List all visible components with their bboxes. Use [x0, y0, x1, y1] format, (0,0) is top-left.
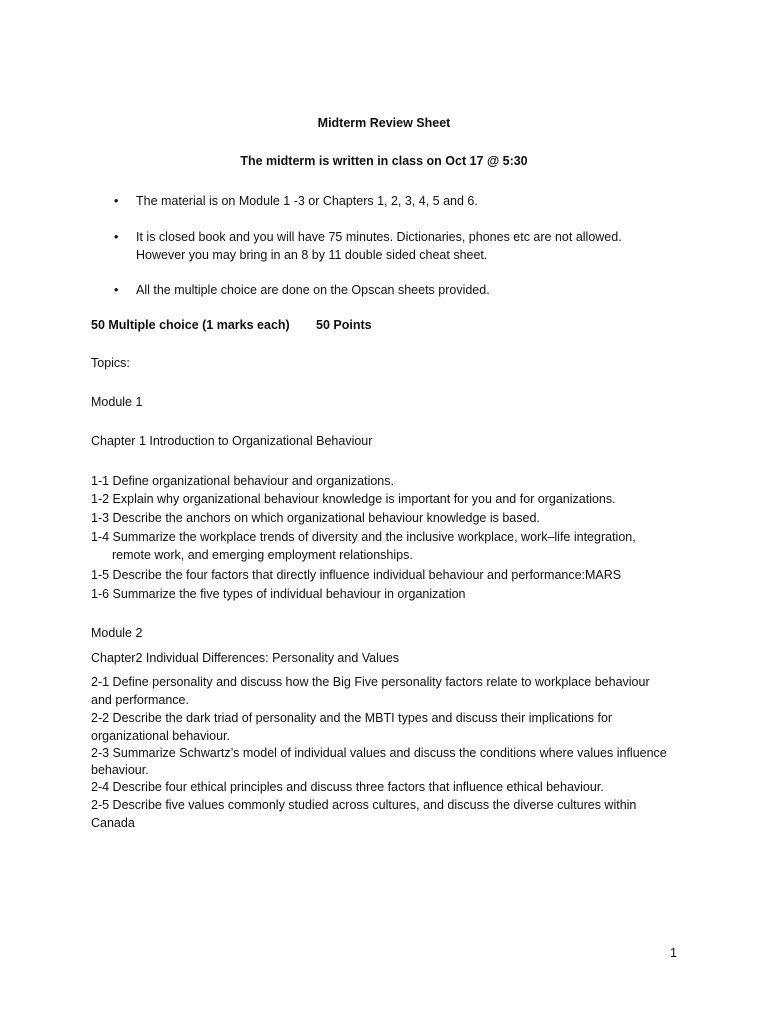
- objective-item: 1-2 Explain why organizational behaviour knowledge is important for you and for organizations.: [91, 492, 616, 506]
- bullet-icon: •: [114, 194, 119, 208]
- scoring-label: 50 Multiple choice (1 marks each): [91, 318, 290, 332]
- bullet-text: However you may bring in an 8 by 11 double sided cheat sheet.: [136, 248, 488, 262]
- objective-item: 1-6 Summarize the five types of individual behaviour in organization: [91, 587, 466, 601]
- objective-item: 2-1 Define personality and discuss how the Big Five personality factors relate to workplace behaviour: [91, 675, 650, 689]
- objective-item: 2-2 Describe the dark triad of personality and the MBTI types and discuss their implications for: [91, 711, 613, 725]
- module-heading: Module 2: [91, 626, 143, 640]
- module-heading: Module 1: [91, 395, 143, 409]
- bullet-icon: •: [114, 283, 119, 297]
- objective-item: 1-1 Define organizational behaviour and organizations.: [91, 474, 394, 488]
- document-title: Midterm Review Sheet: [317, 116, 451, 130]
- bullet-icon: •: [114, 230, 119, 244]
- topics-label: Topics:: [91, 356, 130, 370]
- objective-item-continued: behaviour.: [91, 763, 149, 777]
- objective-item: 1-5 Describe the four factors that directly influence individual behaviour and performance:MARS: [91, 568, 622, 582]
- objective-item-continued: Canada: [91, 816, 135, 830]
- bullet-text: The material is on Module 1 -3 or Chapters 1, 2, 3, 4, 5 and 6.: [136, 194, 478, 208]
- objective-item-continued: remote work, and emerging employment relationships.: [112, 548, 413, 562]
- scoring-points: 50 Points: [316, 318, 372, 332]
- objective-item: 2-4 Describe four ethical principles and discuss three factors that influence ethical behaviour.: [91, 780, 604, 794]
- objective-item: 1-3 Describe the anchors on which organizational behaviour knowledge is based.: [91, 511, 540, 525]
- chapter-heading: Chapter2 Individual Differences: Personality and Values: [91, 651, 400, 665]
- bullet-text: It is closed book and you will have 75 minutes. Dictionaries, phones etc are not allowed.: [136, 230, 622, 244]
- objective-item: 2-3 Summarize Schwartz’s model of individual values and discuss the conditions where values influence: [91, 746, 667, 760]
- objective-item-continued: organizational behaviour.: [91, 729, 230, 743]
- objective-item-continued: and performance.: [91, 693, 189, 707]
- page-number: 1: [670, 946, 677, 960]
- chapter-heading: Chapter 1 Introduction to Organizational Behaviour: [91, 434, 373, 448]
- objective-item: 2-5 Describe five values commonly studied across cultures, and discuss the diverse cultures within: [91, 798, 637, 812]
- bullet-text: All the multiple choice are done on the Opscan sheets provided.: [136, 283, 490, 297]
- document-subtitle: The midterm is written in class on Oct 17 @ 5:30: [240, 154, 528, 168]
- objective-item: 1-4 Summarize the workplace trends of diversity and the inclusive workplace, work–life integration,: [91, 530, 636, 544]
